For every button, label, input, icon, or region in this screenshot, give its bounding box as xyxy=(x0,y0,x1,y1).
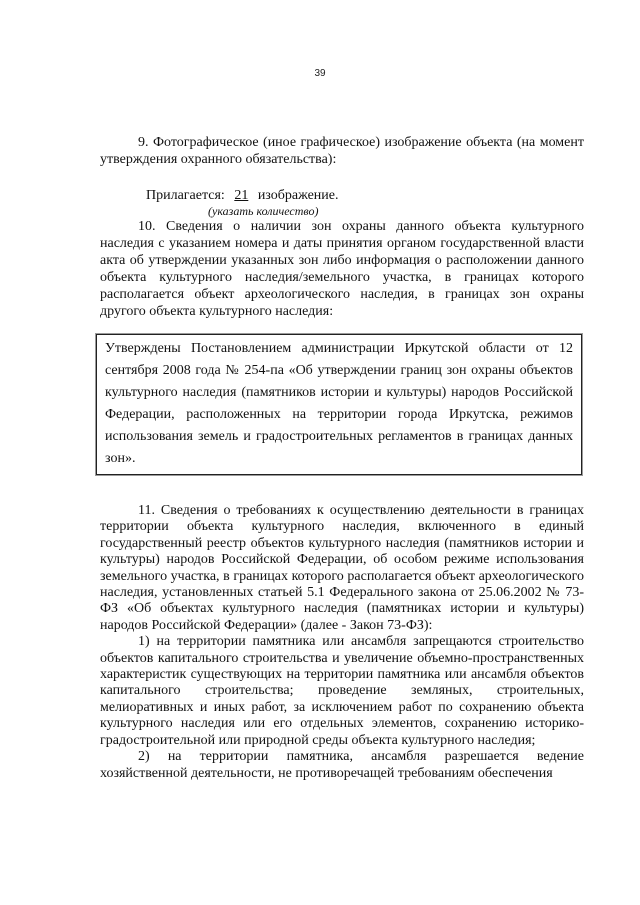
attachment-line xyxy=(146,187,584,204)
section-10-paragraph: 10. Сведения о наличии зон охраны данного объекта культурного наследия с указанием номера и даты принятия органом государственной власти акта об утверждении указанных зон либо информация о расположении данного объекта культурного наследия/земельного участка, в границах которого располагается объект археологического наследия, в границах зон охраны другого объекта культурного наследия: xyxy=(100,219,584,319)
page-number: 39 xyxy=(314,68,326,79)
section-11-item-2: 2) на территории памятника, ансамбля разрешается ведение хозяйственной деятельности, не противоречащей требованиям обеспечения xyxy=(100,749,584,781)
section-11-item-1: 1) на территории памятника или ансамбля запрещаются строительство объектов капитального строительства и увеличение объемно-пространственных характеристик существующих на территории памятника или ансамбля объектов капитального строительства; проведение земляных, строительных, мелиоративных и иных работ, за исключением работ по сохранению объекта культурного наследия или его отдельных элементов, сохранению историко-градостроительной или природной среды объекта культурного наследия; xyxy=(100,634,584,748)
document-body xyxy=(100,134,584,782)
section-9-paragraph: 9. Фотографическое (иное графическое) изображение объекта (на момент утверждения охранного обязательства): xyxy=(100,135,584,167)
attachment-suffix: изображение. xyxy=(257,188,339,203)
section-11-paragraph: 11. Сведения о требованиях к осуществлению деятельности в границах территории объекта культурного наследия, включенного в единый государственный реестр объектов культурного наследия (памятников истории и культуры) народов Российской Федерации, об особом режиме использования земельного участка, в границах которого располагается объект археологического наследия, установленных статьей 5.1 Федерального закона от 25.06.2002 № 73-ФЗ «Об объектах культурного наследия (памятниках истории и культуры) народов Российской Федерации» (далее - Закон 73-ФЗ): xyxy=(100,503,584,633)
approved-zones-text: Утверждены Постановлением администрации Иркутской области от 12 сентября 2008 года № 254-па «Об утверждении границ зон охраны объектов культурного наследия (памятников истории и культуры) народов Российской Федерации, расположенных на территории города Иркутска, режимов использования земель и градостроительных регламентов в границах данных зон». xyxy=(105,341,573,466)
attachment-hint: (указать количество) xyxy=(208,204,319,218)
attachment-count: 21 xyxy=(234,188,249,203)
approved-zones-box xyxy=(96,334,582,475)
attachment-prefix: Прилагается: xyxy=(146,188,225,203)
